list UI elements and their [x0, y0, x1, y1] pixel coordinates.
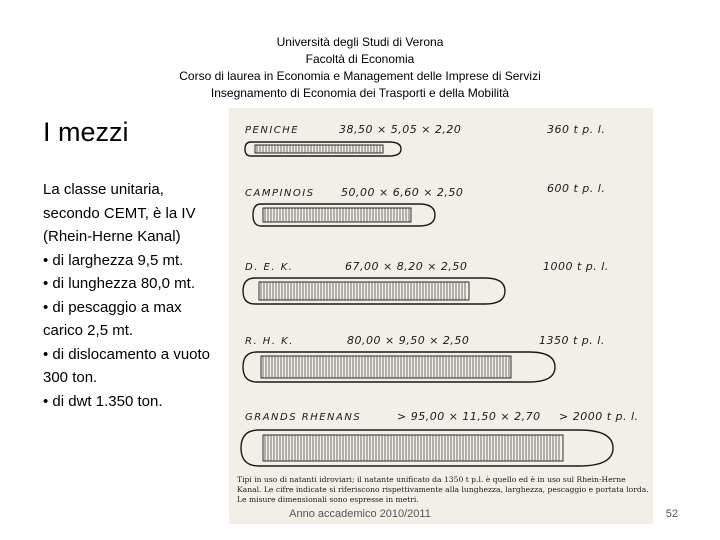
- vessel-dimensions-peniche: 38,50 × 5,05 × 2,20: [339, 123, 462, 136]
- vessel-drawing-dek: [243, 278, 505, 304]
- vessel-drawing-grands-rhenans: [241, 430, 613, 466]
- vessel-dimensions-campinois: 50,00 × 6,60 × 2,50: [341, 186, 464, 199]
- figure-note-line-1: Tipi in uso di natanti idroviari; il natante unificato da 1350 t p.l. è quello ed è in uso sul Rhein-Herne: [237, 475, 626, 484]
- header-university: Università degli Studi di Verona: [276, 35, 444, 49]
- vessel-drawing-campinois: [253, 204, 435, 226]
- vessel-capacity-campinois: 600 t p. l.: [547, 182, 606, 195]
- vessel-dimensions-dek: 67,00 × 8,20 × 2,50: [345, 260, 468, 273]
- bullet-length: • di lunghezza 80,0 mt.: [43, 275, 196, 292]
- vessel-types-figure: [229, 108, 653, 524]
- bullet-dwt: • di dwt 1.350 ton.: [43, 392, 163, 410]
- bullet-displacement: • di dislocamento a vuoto 300 ton.: [43, 345, 211, 386]
- vessel-name-peniche: PENICHE: [245, 125, 300, 136]
- vessel-drawings: [229, 108, 653, 524]
- university-header: [100, 34, 620, 102]
- vessel-dimensions-grands-rhenans: > 95,00 × 11,50 × 2,70: [397, 410, 541, 423]
- vessel-name-dek: D. E. K.: [245, 262, 294, 273]
- bullet-draught: • di pescaggio a max carico 2,5 mt.: [43, 298, 182, 339]
- body-intro: La classe unitaria, secondo CEMT, è la IV (Rhein-Herne Kanal): [43, 181, 196, 245]
- academic-year: Anno accademico 2010/2011: [289, 508, 431, 520]
- header-degree-course: Corso di laurea in Economia e Management delle Imprese di Servizi: [179, 69, 541, 83]
- figure-note-line-3: Le misure dimensionali sono espresse in metri.: [237, 495, 419, 504]
- vessel-drawing-peniche: [245, 142, 401, 156]
- vessel-capacity-peniche: 360 t p. l.: [547, 123, 606, 136]
- figure-note-line-2: Kanal. Le cifre indicate si riferiscono rispettivamente alla lunghezza, larghezza, pescaggio e portata lorda.: [237, 485, 649, 494]
- vessel-drawing-rhk: [243, 352, 555, 382]
- header-course-name: Insegnamento di Economia dei Trasporti e della Mobilità: [210, 86, 510, 100]
- vessel-capacity-grands-rhenans: > 2000 t p. l.: [559, 410, 639, 423]
- vessel-name-grands-rhenans: GRANDS RHENANS: [245, 412, 362, 423]
- bullet-width: • di larghezza 9,5 mt.: [43, 251, 184, 269]
- slide-title: I mezzi: [43, 117, 129, 147]
- vessel-capacity-dek: 1000 t p. l.: [543, 260, 609, 273]
- slide-body: [43, 178, 223, 413]
- vessel-name-campinois: CAMPINOIS: [245, 188, 315, 199]
- header-faculty: Facoltà di Economia: [305, 52, 415, 66]
- vessel-capacity-rhk: 1350 t p. l.: [539, 334, 605, 347]
- vessel-dimensions-rhk: 80,00 × 9,50 × 2,50: [347, 334, 470, 347]
- vessel-name-rhk: R. H. K.: [245, 336, 294, 347]
- page-number: 52: [665, 508, 678, 520]
